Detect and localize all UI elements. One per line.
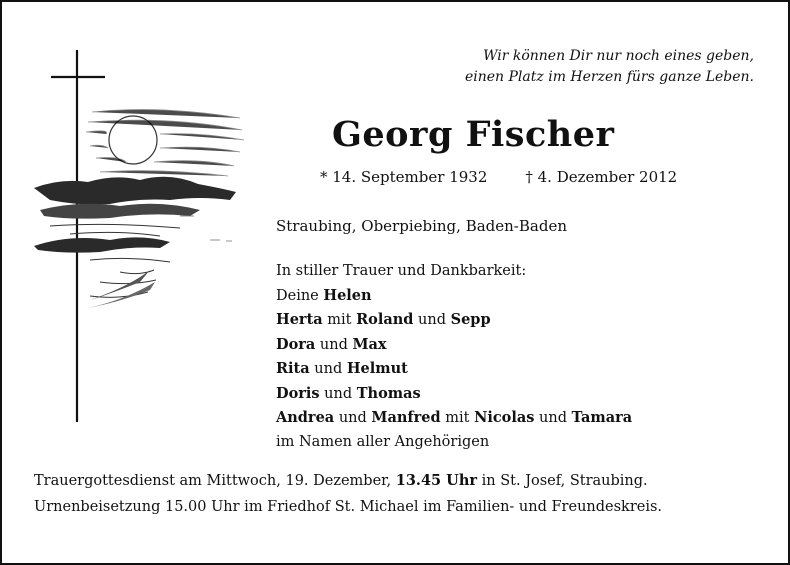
death-date: † 4. Dezember 2012 <box>525 168 678 186</box>
urn-burial-line: Urnenbeisetzung 15.00 Uhr im Friedhof St. Michael im Familien- und Freundeskreis. <box>34 499 663 515</box>
motto-line-2: einen Platz im Herzen fürs ganze Leben. <box>464 69 754 85</box>
mourner-row: Rita und Helmut <box>276 360 408 377</box>
places: Straubing, Oberpiebing, Baden-Baden <box>276 217 567 235</box>
motto-line-1: Wir können Dir nur noch eines geben, <box>483 48 754 64</box>
mourner-row: Herta mit Roland und Sepp <box>276 311 491 328</box>
mourner-row: Dora und Max <box>276 335 387 353</box>
life-dates <box>320 168 715 186</box>
service-info <box>34 468 662 520</box>
birth-date: * 14. September 1932 <box>320 168 488 186</box>
deceased-name: Georg Fischer <box>332 114 615 155</box>
cross-landscape-illustration <box>30 50 250 430</box>
motto-verse <box>465 46 754 88</box>
mourner-row: Deine Helen <box>276 286 372 304</box>
mourners-list <box>276 260 632 454</box>
mourners-closing: im Namen aller Angehörigen <box>276 433 490 450</box>
funeral-service-line: Trauergottesdienst am Mittwoch, 19. Dezember, 13.45 Uhr in St. Josef, Straubing. <box>34 472 648 489</box>
mourners-intro: In stiller Trauer und Dankbarkeit: <box>276 263 527 279</box>
mourner-row: Doris und Thomas <box>276 384 421 402</box>
mourner-row: Andrea und Manfred mit Nicolas und Tamara <box>276 409 633 426</box>
